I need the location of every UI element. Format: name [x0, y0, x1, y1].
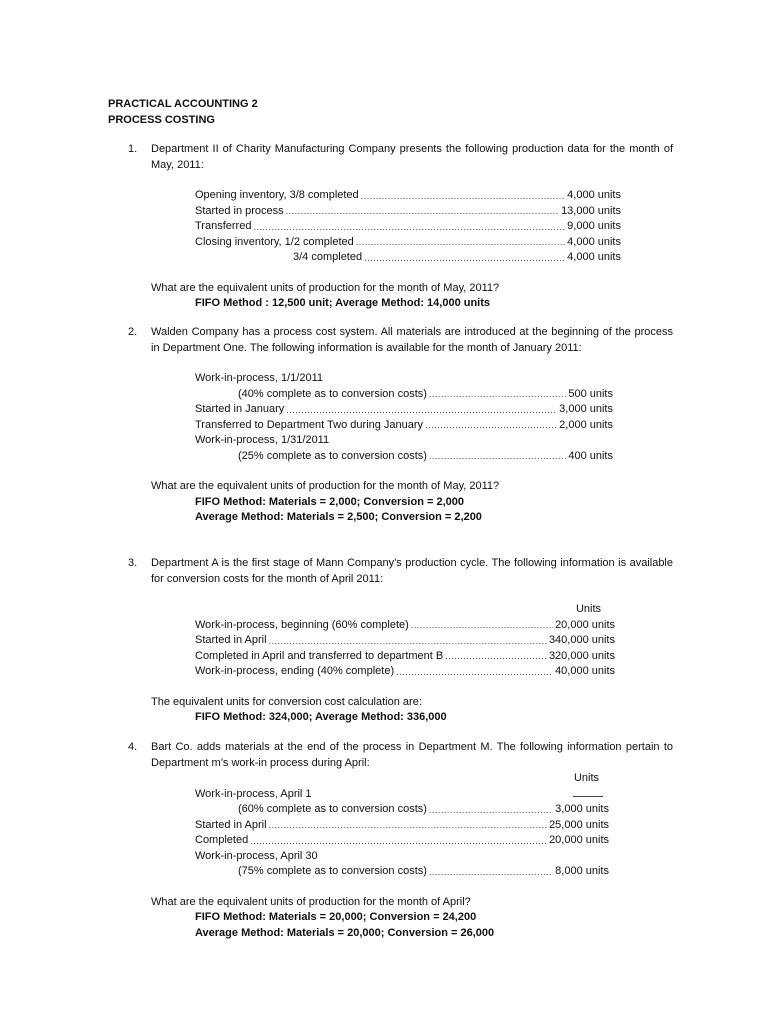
data-row — [195, 250, 621, 266]
leader-dots — [364, 253, 565, 264]
row-value: 20,000 units — [549, 834, 609, 846]
data-row — [195, 849, 609, 865]
question-text: What are the equivalent units of production for the month of April? — [151, 895, 471, 908]
data-table — [195, 188, 621, 266]
answer-line: Average Method: Materials = 2,500; Conversion = 2,200 — [195, 511, 482, 523]
row-label: Started in April — [195, 818, 267, 831]
leader-dots — [396, 667, 553, 678]
row-label: Work-in-process, April 30 — [195, 849, 318, 862]
leader-dots — [269, 820, 548, 831]
row-label: Started in April — [195, 634, 267, 646]
question-text: The equivalent units for conversion cost calculation are: — [151, 695, 422, 708]
data-row — [195, 449, 613, 465]
data-row — [195, 833, 609, 849]
data-row — [195, 188, 621, 204]
data-table — [195, 771, 609, 880]
data-row — [195, 235, 621, 251]
leader-dots — [286, 405, 557, 416]
data-row — [195, 418, 613, 434]
row-value: 4,000 units — [567, 251, 621, 263]
data-row — [195, 402, 613, 418]
row-label: (25% complete as to conversion costs) — [238, 449, 427, 462]
data-row — [195, 664, 615, 680]
row-label: Started in January — [195, 403, 285, 415]
answer-line: FIFO Method: Materials = 2,000; Conversion = 2,000 — [195, 495, 464, 508]
row-label: Work-in-process, 1/1/2011 — [195, 372, 323, 384]
row-value: 9,000 units — [567, 220, 621, 232]
units-header: Units — [575, 603, 601, 615]
row-value: 320,000 units — [548, 649, 615, 662]
data-row — [195, 618, 615, 634]
answer-line: FIFO Method: 324,000; Average Method: 336,000 — [195, 711, 447, 723]
leader-dots — [429, 805, 553, 816]
units-rule — [573, 787, 603, 803]
problem-4 — [128, 740, 673, 941]
answer-line: Average Method: Materials = 20,000; Conversion = 26,000 — [195, 926, 495, 939]
leader-dots — [361, 191, 565, 202]
data-row — [195, 818, 609, 834]
data-row — [195, 633, 615, 649]
leader-dots — [356, 237, 565, 248]
leader-dots — [286, 206, 559, 217]
data-table — [195, 602, 615, 680]
row-label: Closing inventory, 1/2 completed — [195, 235, 354, 248]
leader-dots — [445, 651, 547, 662]
data-row — [195, 649, 615, 665]
document-title: PRACTICAL ACCOUNTING 2 — [108, 98, 258, 110]
data-row — [195, 787, 609, 803]
row-label: Opening inventory, 3/8 completed — [195, 189, 359, 201]
data-row — [195, 387, 613, 403]
row-value: 340,000 units — [548, 634, 615, 646]
units-underline — [573, 788, 603, 797]
leader-dots — [429, 389, 566, 400]
row-value: 500 units — [568, 387, 613, 400]
row-value: 40,000 units — [555, 665, 615, 677]
problem-number: 3. — [128, 557, 138, 569]
row-label: (60% complete as to conversion costs) — [238, 803, 427, 815]
data-row — [195, 802, 609, 818]
row-label: Work-in-process, April 1 — [195, 787, 312, 800]
leader-dots — [411, 620, 553, 631]
row-value: 13,000 units — [561, 204, 621, 217]
row-label: Transferred to Department Two during January — [195, 418, 424, 431]
leader-dots — [429, 867, 553, 878]
row-value: 3,000 units — [555, 803, 609, 815]
row-label: (40% complete as to conversion costs) — [238, 387, 427, 400]
row-label: Work-in-process, beginning (60% complete) — [195, 618, 409, 631]
data-row — [195, 864, 609, 880]
data-row — [195, 219, 621, 235]
question-text: What are the equivalent units of production for the month of May, 2011? — [151, 281, 500, 294]
leader-dots — [425, 420, 557, 431]
row-label: Started in process — [195, 204, 284, 217]
problem-3 — [128, 556, 673, 726]
row-label: (75% complete as to conversion costs) — [238, 865, 427, 877]
problem-text: Walden Company has a process cost system. All materials are introduced at the beginning of the process in Department One. The following information is available for the month of January 2011: — [151, 326, 673, 354]
leader-dots — [269, 636, 547, 647]
row-label: Completed in April and transferred to department B — [195, 649, 444, 662]
row-value: 400 units — [568, 449, 613, 462]
row-label: Work-in-process, ending (40% complete) — [195, 665, 395, 677]
leader-dots — [250, 836, 547, 847]
data-row — [195, 204, 621, 220]
problem-number: 2. — [128, 326, 138, 338]
row-value: 3,000 units — [559, 403, 613, 415]
row-label: 3/4 completed — [293, 251, 363, 263]
answer-line: FIFO Method : 12,500 unit; Average Method: 14,000 units — [195, 297, 491, 309]
problem-2 — [128, 325, 673, 526]
data-row — [195, 433, 613, 449]
row-value: 2,000 units — [559, 418, 613, 431]
units-header-row — [195, 602, 615, 618]
leader-dots — [429, 451, 566, 462]
row-label: Work-in-process, 1/31/2011 — [195, 434, 330, 446]
problem-number: 1. — [128, 143, 138, 155]
data-row — [195, 371, 613, 387]
problem-text: Department A is the first stage of Mann Company’s production cycle. The following information is available for conversion costs for the month of April 2011: — [151, 557, 673, 585]
data-table — [195, 371, 613, 464]
document-header — [108, 97, 258, 128]
answer-line: FIFO Method: Materials = 20,000; Conversion = 24,200 — [195, 911, 477, 923]
row-label: Completed — [195, 834, 249, 846]
problem-1 — [128, 142, 673, 312]
row-value: 8,000 units — [555, 865, 609, 877]
row-value: 4,000 units — [567, 235, 621, 248]
row-label: Transferred — [195, 220, 252, 232]
units-header-row — [195, 771, 609, 787]
row-value: 25,000 units — [549, 818, 609, 831]
problem-number: 4. — [128, 741, 138, 753]
row-value: 20,000 units — [555, 618, 615, 631]
problem-text: Bart Co. adds materials at the end of the process in Department M. The following information pertain to Department m’s work-in process during April: — [151, 741, 673, 769]
units-header: Units — [573, 772, 599, 784]
leader-dots — [253, 222, 565, 233]
document-subtitle: PROCESS COSTING — [108, 113, 215, 126]
problem-text: Department II of Charity Manufacturing Company presents the following production data for the month of May, 2011: — [151, 143, 673, 171]
question-text: What are the equivalent units of production for the month of May, 2011? — [151, 480, 500, 492]
row-value: 4,000 units — [567, 189, 621, 201]
